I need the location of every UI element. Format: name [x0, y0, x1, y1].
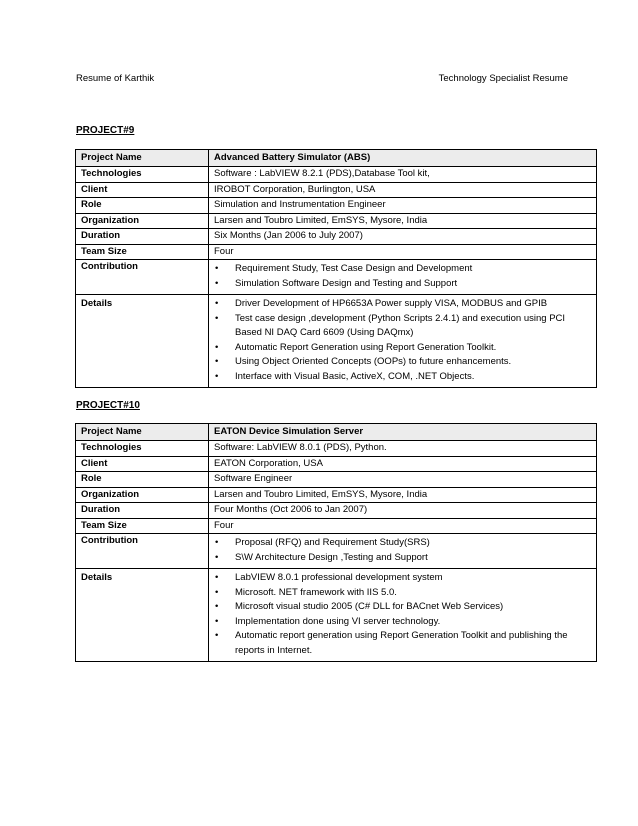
table-row: [76, 150, 597, 167]
contribution-list: [214, 536, 592, 565]
details-list: [214, 297, 592, 384]
row-label: Duration: [76, 503, 209, 519]
header-right-text: Technology Specialist Resume: [438, 73, 568, 84]
details-value: [209, 569, 597, 662]
role-value: Simulation and Instrumentation Engineer: [209, 198, 597, 214]
page-header: [76, 73, 568, 87]
project-name-value: Advanced Battery Simulator (ABS): [209, 150, 597, 167]
technologies-value: Software : LabVIEW 8.2.1 (PDS),Database Tool kit,: [209, 167, 597, 183]
project-name-value: EATON Device Simulation Server: [209, 424, 597, 441]
row-label: Contribution: [76, 260, 209, 295]
project-table: [75, 149, 597, 388]
row-label: Project Name: [76, 424, 209, 441]
role-value: Software Engineer: [209, 472, 597, 488]
table-row: [76, 518, 597, 534]
list-item: • Implementation done using VI server technology.: [214, 615, 592, 630]
team-size-value: Four: [209, 518, 597, 534]
list-item: • S\W Architecture Design ,Testing and Support: [214, 551, 592, 566]
client-value: IROBOT Corporation, Burlington, USA: [209, 182, 597, 198]
row-label: Duration: [76, 229, 209, 245]
row-label: Role: [76, 472, 209, 488]
list-item: • Automatic Report Generation using Report Generation Toolkit.: [214, 341, 592, 356]
row-label: Technologies: [76, 167, 209, 183]
table-row: [76, 198, 597, 214]
list-item: • Driver Development of HP6653A Power supply VISA, MODBUS and GPIB: [214, 297, 592, 312]
project-table: [75, 423, 597, 662]
table-row: [76, 244, 597, 260]
duration-value: Four Months (Oct 2006 to Jan 2007): [209, 503, 597, 519]
row-label: Technologies: [76, 441, 209, 457]
table-row: [76, 260, 597, 295]
row-label: Organization: [76, 213, 209, 229]
list-item: • Microsoft visual studio 2005 (C# DLL for BACnet Web Services): [214, 600, 592, 615]
list-item: • Microsoft. NET framework with IIS 5.0.: [214, 586, 592, 601]
list-item: • Automatic report generation using Report Generation Toolkit and publishing the reports in Internet.: [214, 629, 592, 658]
contribution-value: [209, 260, 597, 295]
project-heading: PROJECT#9: [76, 125, 135, 136]
project-heading: PROJECT#10: [76, 400, 140, 411]
table-row: [76, 503, 597, 519]
table-row: [76, 472, 597, 488]
table-row: [76, 424, 597, 441]
row-label: Project Name: [76, 150, 209, 167]
contribution-list: [214, 262, 592, 291]
row-label: Details: [76, 295, 209, 388]
list-item: • Proposal (RFQ) and Requirement Study(SRS): [214, 536, 592, 551]
client-value: EATON Corporation, USA: [209, 456, 597, 472]
list-item: • Using Object Oriented Concepts (OOPs) to future enhancements.: [214, 355, 592, 370]
table-row: [76, 534, 597, 569]
contribution-value: [209, 534, 597, 569]
table-row: [76, 456, 597, 472]
details-value: [209, 295, 597, 388]
table-row: [76, 487, 597, 503]
table-row: [76, 182, 597, 198]
duration-value: Six Months (Jan 2006 to July 2007): [209, 229, 597, 245]
row-label: Organization: [76, 487, 209, 503]
table-row: [76, 295, 597, 388]
organization-value: Larsen and Toubro Limited, EmSYS, Mysore, India: [209, 213, 597, 229]
row-label: Contribution: [76, 534, 209, 569]
team-size-value: Four: [209, 244, 597, 260]
row-label: Client: [76, 182, 209, 198]
table-row: [76, 167, 597, 183]
table-row: [76, 229, 597, 245]
technologies-value: Software: LabVIEW 8.0.1 (PDS), Python.: [209, 441, 597, 457]
row-label: Details: [76, 569, 209, 662]
table-row: [76, 441, 597, 457]
details-list: [214, 571, 592, 658]
list-item: • LabVIEW 8.0.1 professional development system: [214, 571, 592, 586]
row-label: Client: [76, 456, 209, 472]
list-item: • Requirement Study, Test Case Design and Development: [214, 262, 592, 277]
table-row: [76, 569, 597, 662]
row-label: Role: [76, 198, 209, 214]
header-left-text: Resume of Karthik: [76, 73, 155, 84]
row-label: Team Size: [76, 518, 209, 534]
list-item: • Interface with Visual Basic, ActiveX, COM, .NET Objects.: [214, 370, 592, 385]
organization-value: Larsen and Toubro Limited, EmSYS, Mysore, India: [209, 487, 597, 503]
row-label: Team Size: [76, 244, 209, 260]
list-item: • Test case design ,development (Python Scripts 2.4.1) and execution using PCI Based NI DAQ Card 6609 (Using DAQmx): [214, 312, 592, 341]
list-item: • Simulation Software Design and Testing and Support: [214, 277, 592, 292]
table-row: [76, 213, 597, 229]
